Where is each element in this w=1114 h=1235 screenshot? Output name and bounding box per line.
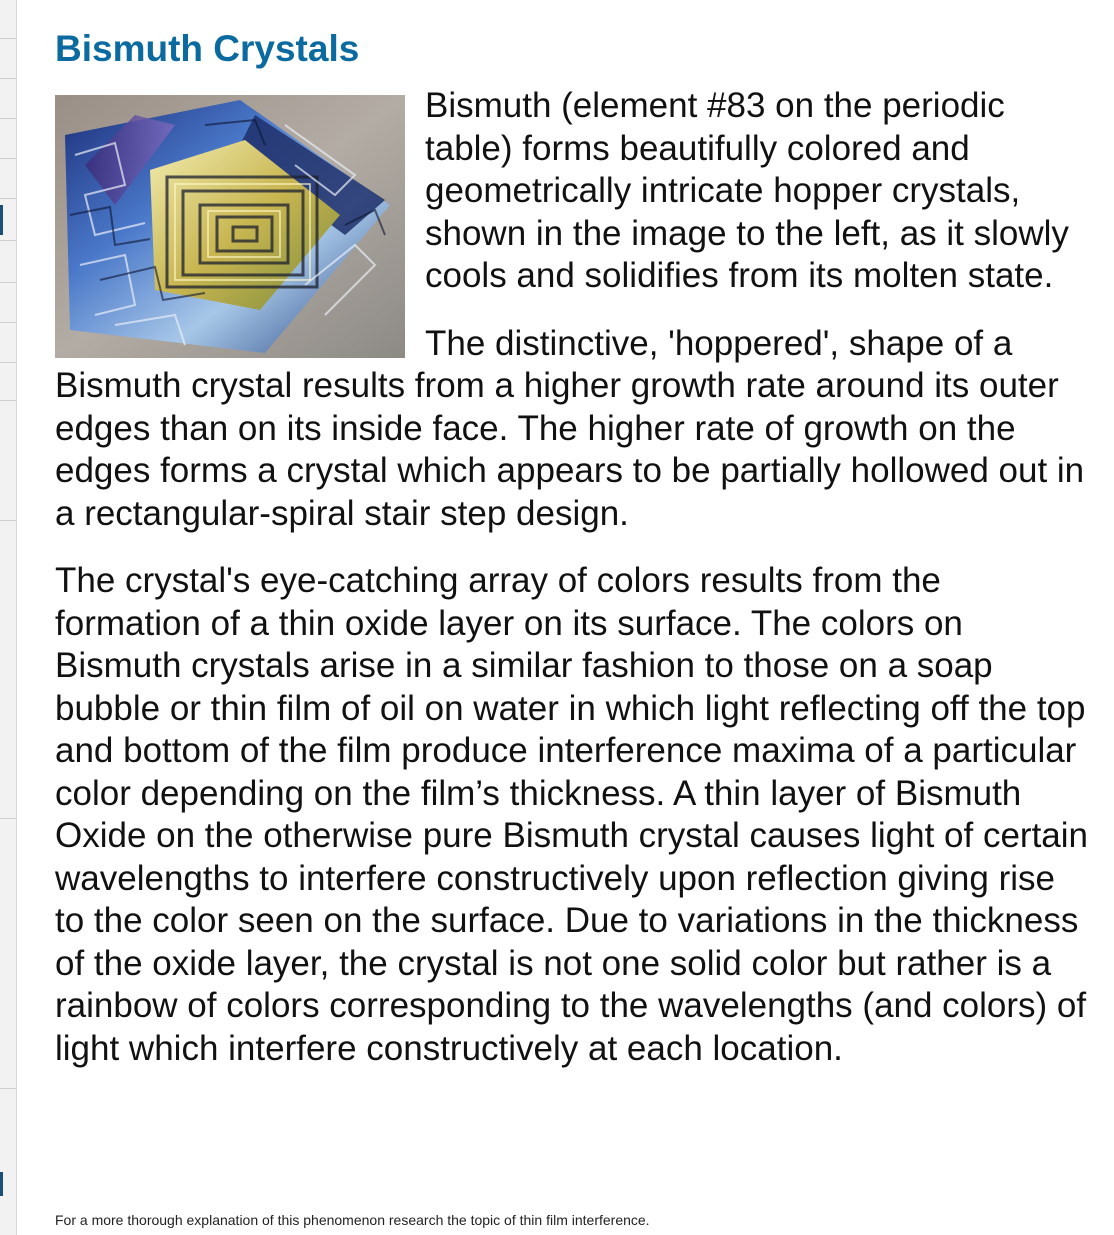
sidebar-active-marker: [0, 1172, 3, 1196]
paragraph-shape: The distinctive, 'hoppered', shape of a Bismuth crystal results from a higher growth rate around its outer edges than on its inside face. The higher rate of growth on the edges forms a crystal which appears to be partially hollowed out in a rectangular-spiral stair step design.: [55, 323, 1085, 533]
sidebar-divider: [0, 38, 16, 39]
sidebar-divider: [0, 240, 16, 241]
article-content: [55, 25, 1090, 1095]
sidebar-divider: [0, 362, 16, 363]
sidebar-divider: [0, 1088, 16, 1089]
sidebar-divider: [0, 322, 16, 323]
sidebar-divider: [0, 282, 16, 283]
sidebar-divider: [0, 520, 16, 521]
left-sidebar-edge: [0, 0, 17, 1235]
sidebar-divider: [0, 818, 16, 819]
sidebar-divider: [0, 118, 16, 119]
paragraph-intro: Bismuth (element #83 on the periodic table) forms beautifully colored and geometrically intricate hopper crystals, shown in the image to the left, as it slowly cools and solidifies from its molten state.: [425, 86, 1069, 295]
paragraph-colors: The crystal's eye-catching array of colors results from the formation of a thin oxide layer on its surface. The colors on Bismuth crystals arise in a similar fashion to those on a soap bubble or thin film of oil on water in which light reflecting off the top and bottom of the film produce interference maxima of a particular color depending on the film’s thickness. A thin layer of Bismuth Oxide on the otherwise pure Bismuth crystal causes light of certain wavelengths to interfere constructively upon reflection giving rise to the color seen on the surface. Due to variations in the thickness of the oxide layer, the crystal is not one solid color but rather is a rainbow of colors corresponding to the wavelengths (and colors) of light which interfere constructively at each location.: [55, 561, 1088, 1068]
article-body: [55, 85, 1090, 1070]
sidebar-divider: [0, 400, 16, 401]
sidebar-divider: [0, 78, 16, 79]
sidebar-divider: [0, 198, 16, 199]
bismuth-crystal-image: [55, 95, 405, 358]
footnote: For a more thorough explanation of this phenomenon research the topic of thin film interference.: [55, 1212, 650, 1228]
sidebar-divider: [0, 158, 16, 159]
crystal-illustration: [55, 95, 405, 358]
page-title: Bismuth Crystals: [55, 28, 360, 69]
sidebar-active-marker: [0, 205, 3, 235]
